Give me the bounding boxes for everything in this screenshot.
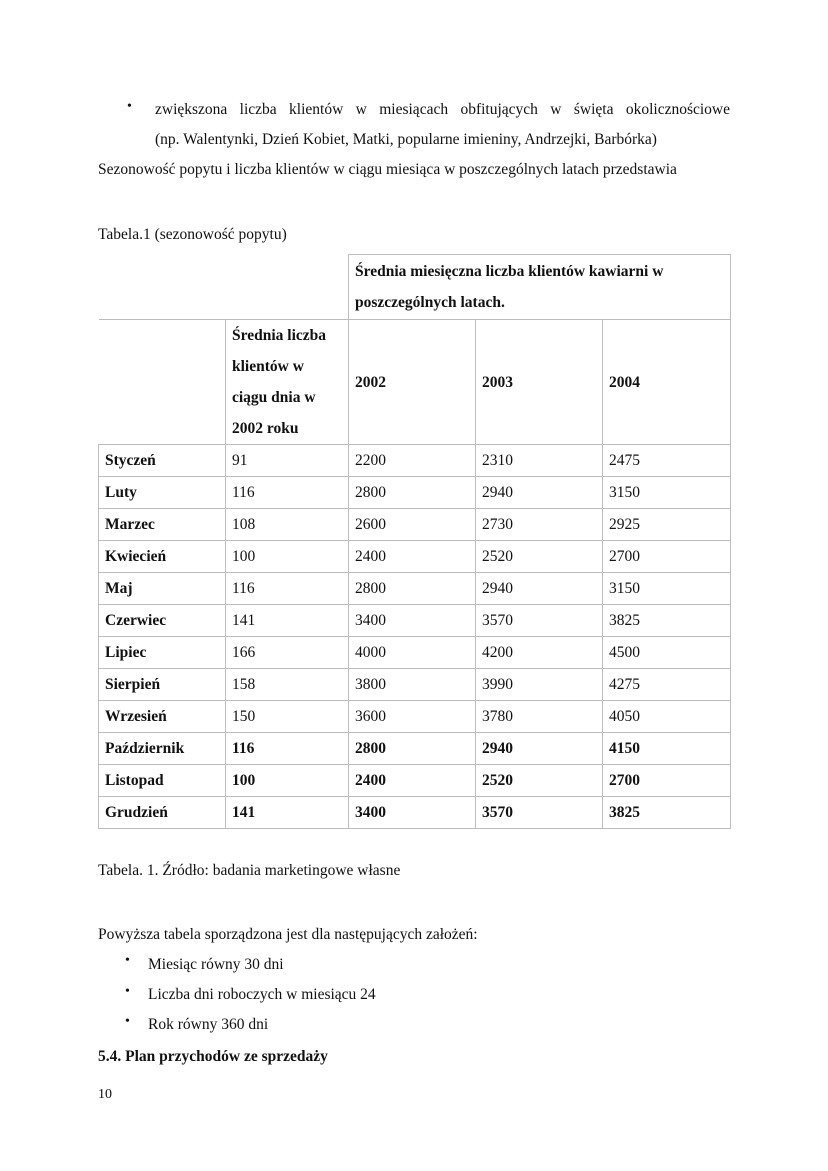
page-number: 10 — [98, 1087, 112, 1102]
value-cell: 2800 — [349, 477, 476, 509]
value-cell: 2730 — [476, 509, 603, 541]
month-cell: Styczeń — [99, 445, 226, 477]
value-cell: 3825 — [603, 605, 731, 637]
month-cell: Luty — [99, 477, 226, 509]
table-corner-lower — [99, 320, 226, 445]
value-cell: 2400 — [349, 541, 476, 573]
group-header-line2: poszczególnych latach. — [355, 294, 505, 311]
value-cell: 150 — [226, 701, 349, 733]
month-cell: Październik — [99, 733, 226, 765]
table-row — [99, 605, 731, 637]
assumptions-intro: Powyższa tabela sporządzona jest dla następujących założeń: — [98, 926, 478, 943]
table-caption: Tabela.1 (sezonowość popytu) — [98, 226, 287, 243]
value-cell: 2940 — [476, 733, 603, 765]
value-cell: 158 — [226, 669, 349, 701]
table-corner — [99, 255, 349, 320]
month-cell: Listopad — [99, 765, 226, 797]
value-cell: 4150 — [603, 733, 731, 765]
assumption-item: Rok równy 360 dni — [148, 1016, 269, 1033]
value-cell: 4200 — [476, 637, 603, 669]
group-header — [349, 255, 731, 320]
bullet-icon: • — [125, 1014, 130, 1029]
value-cell: 2700 — [603, 765, 731, 797]
year-header: 2004 — [603, 320, 731, 445]
month-cell: Czerwiec — [99, 605, 226, 637]
year-header: 2003 — [476, 320, 603, 445]
month-cell: Grudzień — [99, 797, 226, 829]
value-cell: 4050 — [603, 701, 731, 733]
value-cell: 2940 — [476, 477, 603, 509]
table-row — [99, 541, 731, 573]
value-cell: 2400 — [349, 765, 476, 797]
value-cell: 2310 — [476, 445, 603, 477]
month-cell: Lipiec — [99, 637, 226, 669]
value-cell: 108 — [226, 509, 349, 541]
value-cell: 3990 — [476, 669, 603, 701]
table-row — [99, 509, 731, 541]
value-cell: 2700 — [603, 541, 731, 573]
value-cell: 100 — [226, 541, 349, 573]
value-cell: 3780 — [476, 701, 603, 733]
value-cell: 4500 — [603, 637, 731, 669]
value-cell: 3150 — [603, 573, 731, 605]
value-cell: 3600 — [349, 701, 476, 733]
value-cell: 116 — [226, 573, 349, 605]
month-cell: Maj — [99, 573, 226, 605]
bullet-text-line1: zwiększona liczba klientów w miesiącach obfitujących w święta okolicznościowe — [155, 101, 730, 118]
value-cell: 3400 — [349, 797, 476, 829]
year-header: 2002 — [349, 320, 476, 445]
value-cell: 3570 — [476, 797, 603, 829]
value-cell: 2800 — [349, 733, 476, 765]
assumption-item: Miesiąc równy 30 dni — [148, 956, 284, 973]
month-cell: Wrzesień — [99, 701, 226, 733]
daily-header — [226, 320, 349, 445]
value-cell: 141 — [226, 797, 349, 829]
value-cell: 3400 — [349, 605, 476, 637]
table-row — [99, 637, 731, 669]
value-cell: 2600 — [349, 509, 476, 541]
value-cell: 2800 — [349, 573, 476, 605]
section-heading: 5.4. Plan przychodów ze sprzedaży — [98, 1048, 328, 1065]
table-row — [99, 701, 731, 733]
value-cell: 4275 — [603, 669, 731, 701]
daily-header-line: 2002 roku — [232, 420, 299, 437]
table-row — [99, 765, 731, 797]
table-row — [99, 477, 731, 509]
table-row — [99, 445, 731, 477]
month-cell: Sierpień — [99, 669, 226, 701]
value-cell: 2200 — [349, 445, 476, 477]
seasonality-table — [98, 254, 731, 829]
table-row — [99, 797, 731, 829]
intro-paragraph: Sezonowość popytu i liczba klientów w ciągu miesiąca w poszczególnych latach przedstawia — [98, 161, 677, 178]
value-cell: 166 — [226, 637, 349, 669]
value-cell: 3150 — [603, 477, 731, 509]
group-header-line1: Średnia miesięczna liczba klientów kawiarni w — [355, 263, 664, 280]
table-source: Tabela. 1. Źródło: badania marketingowe własne — [98, 862, 401, 879]
table-row — [99, 573, 731, 605]
value-cell: 2520 — [476, 541, 603, 573]
bullet-text-line2: (np. Walentynki, Dzień Kobiet, Matki, popularne imieniny, Andrzejki, Barbórka) — [155, 131, 657, 148]
value-cell: 3800 — [349, 669, 476, 701]
daily-header-line: Średnia liczba — [232, 327, 327, 344]
value-cell: 4000 — [349, 637, 476, 669]
bullet-icon: • — [127, 99, 132, 114]
daily-header-line: ciągu dnia w — [232, 389, 316, 406]
value-cell: 116 — [226, 733, 349, 765]
value-cell: 3825 — [603, 797, 731, 829]
month-cell: Marzec — [99, 509, 226, 541]
value-cell: 141 — [226, 605, 349, 637]
value-cell: 91 — [226, 445, 349, 477]
value-cell: 2475 — [603, 445, 731, 477]
month-cell: Kwiecień — [99, 541, 226, 573]
table-row — [99, 733, 731, 765]
bullet-icon: • — [125, 984, 130, 999]
value-cell: 100 — [226, 765, 349, 797]
value-cell: 2520 — [476, 765, 603, 797]
bullet-icon: • — [125, 953, 130, 968]
value-cell: 116 — [226, 477, 349, 509]
value-cell: 2925 — [603, 509, 731, 541]
assumption-item: Liczba dni roboczych w miesiącu 24 — [148, 986, 376, 1003]
daily-header-line: klientów w — [232, 358, 304, 375]
table-row — [99, 669, 731, 701]
value-cell: 2940 — [476, 573, 603, 605]
value-cell: 3570 — [476, 605, 603, 637]
